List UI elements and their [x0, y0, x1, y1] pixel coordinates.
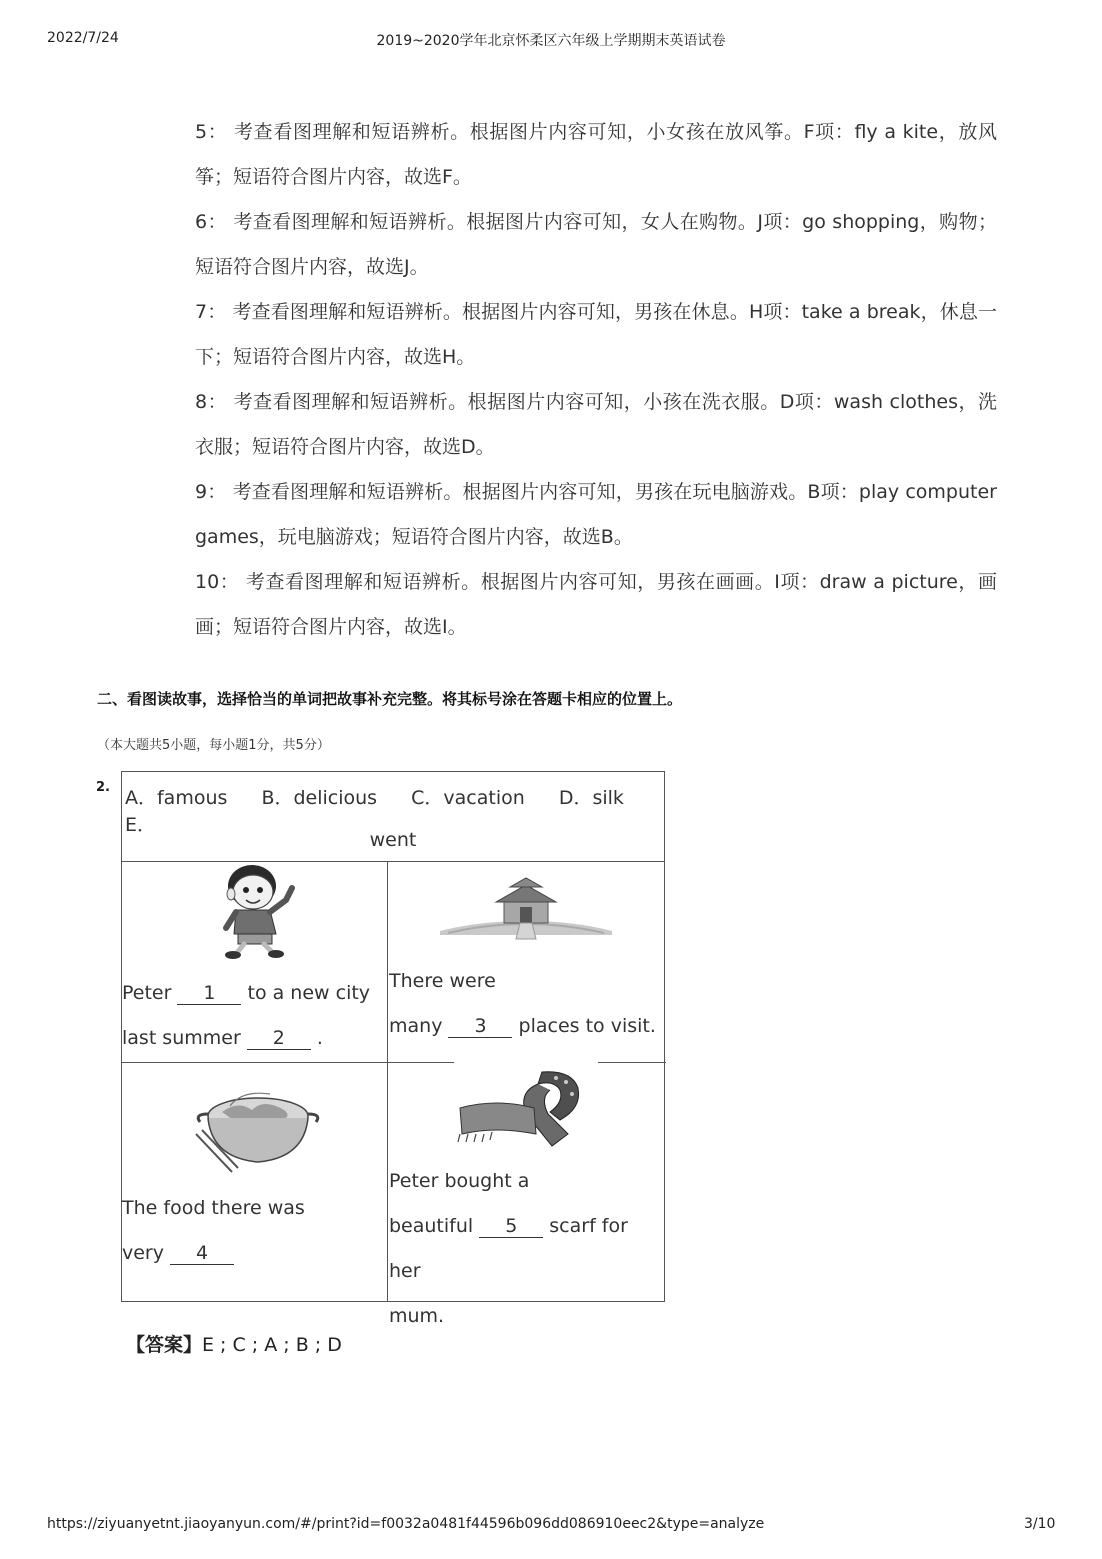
- story-text: beautiful: [389, 1215, 474, 1237]
- story-text: Peter bought a: [389, 1170, 530, 1192]
- story-text: places to visit.: [518, 1015, 656, 1037]
- footer-url: https://ziyuanyetnt.jiaoyanyun.com/#/print?id=f0032a0481f44596b096dd086910eec2&type=analyze: [47, 1516, 765, 1532]
- story-text: mum.: [389, 1305, 445, 1327]
- answer-label: 【答案】: [126, 1334, 203, 1356]
- explanation-item: 6： 考查看图理解和短语辨析。根据图片内容可知，女人在购物。J项：go shopping，购物；短语符合图片内容，故选J。: [195, 211, 997, 278]
- question-number: 2.: [96, 780, 110, 795]
- grid-divider-horizontal: [598, 1062, 666, 1063]
- word-option-b: B．delicious: [261, 787, 378, 809]
- answer-blank-3[interactable]: 3: [448, 1015, 512, 1038]
- story-text-2: [389, 959, 656, 1049]
- word-option-e-text: went: [369, 829, 417, 851]
- landmark-picture: [438, 875, 614, 943]
- boy-picture: [206, 864, 304, 960]
- word-option-c: C．vacation: [411, 787, 525, 809]
- answer-blank-1[interactable]: 1: [177, 982, 241, 1005]
- answer-blank-4[interactable]: 4: [170, 1242, 234, 1265]
- print-date: 2022/7/24: [47, 30, 119, 46]
- word-option-e: E．: [125, 814, 157, 836]
- story-text: .: [316, 1027, 323, 1049]
- grid-divider-vertical: [387, 862, 388, 1301]
- story-text: Peter: [122, 982, 172, 1004]
- story-text: scarf for her: [389, 1215, 628, 1282]
- word-option-a: A．famous: [125, 787, 228, 809]
- section-note: （本大题共5小题，每小题1分，共5分）: [97, 738, 330, 753]
- story-text: very: [122, 1242, 164, 1264]
- grid-divider-horizontal: [387, 1062, 454, 1063]
- answer-value: E ; C ; A ; B ; D: [202, 1334, 342, 1356]
- section-title: 二、看图读故事，选择恰当的单词把故事补充完整。将其标号涂在答题卡相应的位置上。: [97, 690, 683, 708]
- story-text-4: [389, 1159, 664, 1339]
- explanation-item: 7： 考查看图理解和短语辨析。根据图片内容可知，男孩在休息。H项：take a break，休息一下；短语符合图片内容，故选H。: [195, 301, 997, 368]
- page-number: 3/10: [1024, 1516, 1056, 1532]
- story-text: many: [389, 1015, 443, 1037]
- story-text-3: [122, 1186, 305, 1276]
- story-text: last summer: [122, 1027, 241, 1049]
- story-text-1: [122, 971, 370, 1061]
- grid-divider-horizontal: [122, 1062, 387, 1063]
- explanation-item: 9： 考查看图理解和短语辨析。根据图片内容可知，男孩在玩电脑游戏。B项：play computer games，玩电脑游戏；短语符合图片内容，故选B。: [195, 481, 997, 548]
- word-option-d: D．silk: [558, 787, 624, 809]
- answer-blank-5[interactable]: 5: [479, 1215, 543, 1238]
- explanation-item: 10： 考查看图理解和短语辨析。根据图片内容可知，男孩在画画。I项：draw a picture，画画；短语符合图片内容，故选I。: [195, 571, 997, 638]
- page-header-title: 2019~2020学年北京怀柔区六年级上学期期末英语试卷: [376, 33, 726, 49]
- answer-line: [126, 1330, 342, 1357]
- question-table: [121, 771, 665, 1327]
- story-text: to a new city: [247, 982, 371, 1004]
- story-text: There were: [389, 970, 496, 992]
- word-options-box: [121, 771, 665, 862]
- scarf-picture: [456, 1068, 584, 1148]
- explanation-item: 8： 考查看图理解和短语辨析。根据图片内容可知，小孩在洗衣服。D项：wash clothes，洗衣服；短语符合图片内容，故选D。: [195, 391, 997, 458]
- food-picture: [192, 1086, 326, 1174]
- picture-grid: [121, 862, 665, 1327]
- story-text: The food there was: [122, 1197, 305, 1219]
- answer-blank-2[interactable]: 2: [247, 1027, 311, 1050]
- explanation-item: 5： 考查看图理解和短语辨析。根据图片内容可知，小女孩在放风筝。F项：fly a kite，放风筝；短语符合图片内容，故选F。: [195, 121, 997, 188]
- explanation-list: [195, 110, 997, 650]
